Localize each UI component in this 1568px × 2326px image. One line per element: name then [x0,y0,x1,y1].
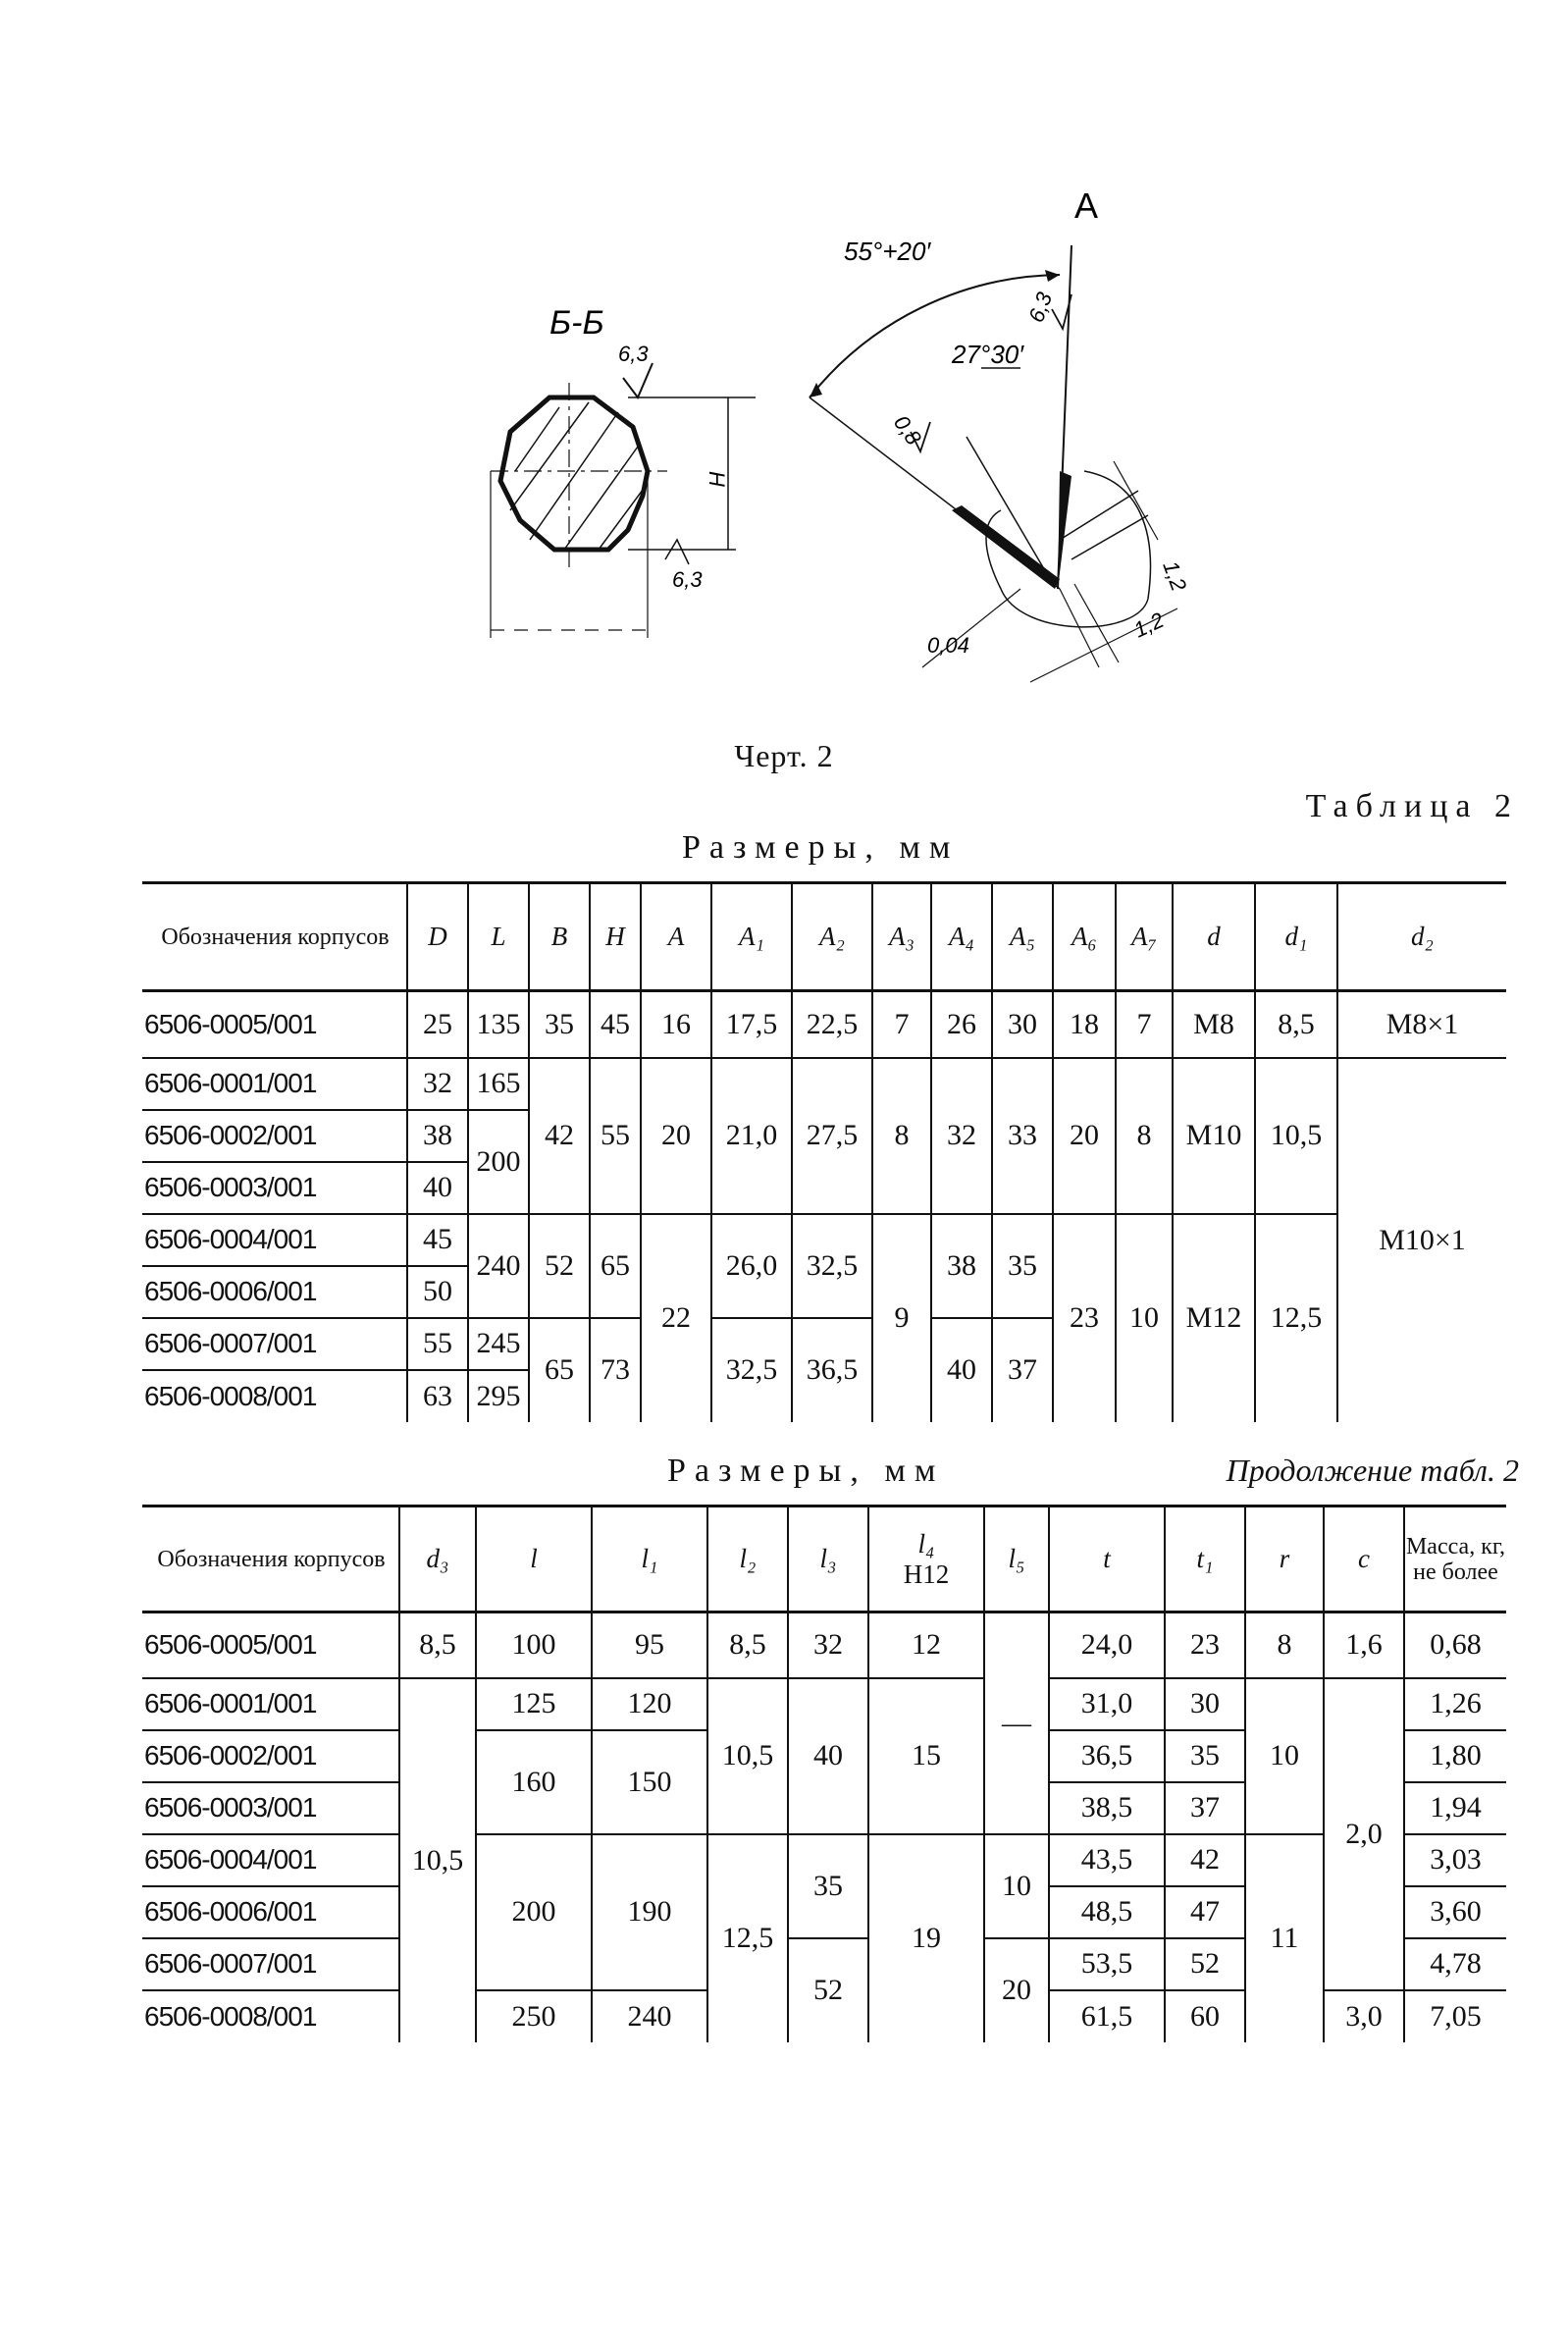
cell-mass: 1,94 [1404,1782,1506,1834]
header-cell: l [476,1507,592,1612]
cell-t: 38,5 [1049,1782,1165,1834]
cell-l1: 240 [592,1990,707,2042]
header-cell: d₃ [399,1507,476,1612]
figure-caption: Черт. 2 [734,738,834,773]
cell-d: M10 [1173,1058,1255,1214]
angle-label: 55°+20′ [844,237,931,266]
cell-D: 45 [407,1214,468,1266]
cell-d: M8 [1173,991,1255,1058]
cell-l4: 15 [868,1678,984,1834]
cell-r: 8 [1245,1612,1324,1678]
cell-H: 65 [590,1214,641,1318]
header-cell: l₂ [707,1507,788,1612]
cell-A6: 20 [1053,1058,1116,1214]
cell-L: 165 [468,1058,529,1110]
section-label: Б-Б [549,304,604,342]
cell-D: 40 [407,1162,468,1214]
cell-A1: 21,0 [711,1058,792,1214]
cell-l: 160 [476,1730,592,1834]
cell-l: 125 [476,1678,592,1730]
cell-c: 1,6 [1324,1612,1404,1678]
table-subtitle: Размеры, мм [682,829,960,866]
cell-A4: 32 [931,1058,992,1214]
cell-t1: 47 [1165,1886,1245,1938]
header-cell: B [529,883,590,991]
cell-D: 38 [407,1110,468,1162]
cell-mass: 1,80 [1404,1730,1506,1782]
cell-mass: 1,26 [1404,1678,1506,1730]
cell-l: 250 [476,1990,592,2042]
row-name: 6506-0001/001 [142,1678,399,1730]
cell-A4: 38 [931,1214,992,1318]
cell-A6: 23 [1053,1214,1116,1422]
cell-l1: 190 [592,1834,707,1990]
cell-d3: 10,5 [399,1678,476,2042]
header-cell: d₁ [1255,883,1337,991]
cell-d1: 10,5 [1255,1058,1337,1214]
cell-mass: 0,68 [1404,1612,1506,1678]
cell-L: 245 [468,1318,529,1370]
angle-label: 27°30′ [952,340,1024,369]
cell-l1: 120 [592,1678,707,1730]
cell-d2: M8×1 [1337,991,1506,1058]
row-name: 6506-0003/001 [142,1162,407,1214]
cell-A6: 18 [1053,991,1116,1058]
roughness-label: 0,8 [888,410,926,449]
cell-A5: 30 [992,991,1053,1058]
cell-A2: 27,5 [792,1058,872,1214]
cell-l2: 8,5 [707,1612,788,1678]
row-name: 6506-0006/001 [142,1266,407,1318]
cell-d1: 12,5 [1255,1214,1337,1422]
cell-t1: 42 [1165,1834,1245,1886]
row-name: 6506-0001/001 [142,1058,407,1110]
cell-A1: 17,5 [711,991,792,1058]
cell-t: 36,5 [1049,1730,1165,1782]
view-a [810,245,1177,682]
row-name: 6506-0005/001 [142,991,407,1058]
cell-t: 31,0 [1049,1678,1165,1730]
row-name: 6506-0008/001 [144,1380,317,1411]
table-title: Таблица 2 [1305,788,1519,824]
cell-A: 20 [641,1058,711,1214]
cell-B: 52 [529,1214,590,1318]
header-cell: l₁ [592,1507,707,1612]
cell-l3: 35 [788,1834,868,1938]
header-cell: Обозначения корпусов [161,924,390,950]
header-cell: Обозначения корпусов [157,1546,386,1572]
header-cell: t [1049,1507,1165,1612]
cell-l1: 150 [592,1730,707,1834]
header-h12: H12 [903,1559,950,1589]
cell-l2: 12,5 [707,1834,788,2042]
cell-D: 55 [407,1318,468,1370]
header-cell: A₂ [792,883,872,991]
row-name: 6506-0007/001 [142,1938,399,1990]
cell-D: 32 [407,1058,468,1110]
cell-t: 24,0 [1049,1612,1165,1678]
cell-mass: 3,03 [1404,1834,1506,1886]
header-cell: l₃ [788,1507,868,1612]
cell-t1: 23 [1165,1612,1245,1678]
header-cell: Масса, кг, не более [1404,1507,1506,1612]
roughness-label: 6,3 [618,342,649,366]
row-name: 6506-0008/001 [144,2000,317,2032]
cell-l5: 20 [984,1938,1049,2042]
cell-A4: 40 [931,1318,992,1422]
cell-l3: 40 [788,1678,868,1834]
cell-l: 200 [476,1834,592,1990]
cell-H: 45 [590,991,641,1058]
header-cell: d₂ [1337,883,1506,991]
cell-l: 100 [476,1612,592,1678]
cell-A: 16 [641,991,711,1058]
row-name: 6506-0007/001 [142,1318,407,1370]
cell-A5: 35 [992,1214,1053,1318]
cell-mass: 3,60 [1404,1886,1506,1938]
cell-t: 53,5 [1049,1938,1165,1990]
header-l4: l₄ [917,1528,935,1559]
cell-B: 35 [529,991,590,1058]
cell-mass: 7,05 [1404,1990,1506,2042]
cell-D: 50 [407,1266,468,1318]
cell-A: 22 [641,1214,711,1422]
dimensions-table-part2 [142,1505,1506,2042]
cell-t1: 30 [1165,1678,1245,1730]
cell-A2: 22,5 [792,991,872,1058]
row-name: 6506-0002/001 [142,1730,399,1782]
cell-l5: 10 [984,1834,1049,1938]
cell-A7: 10 [1116,1214,1173,1422]
section-view [491,363,756,638]
cell-l2: 10,5 [707,1678,788,1834]
cell-A3: 7 [872,991,931,1058]
cell-t1: 52 [1165,1938,1245,1990]
cell-mass: 4,78 [1404,1938,1506,1990]
table-subtitle: Размеры, мм [667,1453,945,1489]
cell-d2: M10×1 [1337,1058,1506,1422]
cell-A5: 37 [992,1318,1053,1422]
header-cell-l4 [868,1507,984,1612]
cell-A7: 8 [1116,1058,1173,1214]
cell-D: 63 [407,1370,468,1422]
row-name: 6506-0005/001 [142,1612,399,1678]
cell-H: 55 [590,1058,641,1214]
cell-H: 73 [590,1318,641,1422]
cell-A3: 8 [872,1058,931,1214]
dimension-label: H [705,471,729,487]
header-cell: r [1245,1507,1324,1612]
cell-A7: 7 [1116,991,1173,1058]
header-cell: A₃ [872,883,931,991]
cell-B: 65 [529,1318,590,1422]
view-label: А [1074,185,1099,226]
cell-t1: 37 [1165,1782,1245,1834]
cell-L: 135 [468,991,529,1058]
header-cell: H [590,883,641,991]
cell-t: 43,5 [1049,1834,1165,1886]
header-cell: L [468,883,529,991]
cell-D: 25 [407,991,468,1058]
cell-A4: 26 [931,991,992,1058]
header-cell: l₅ [984,1507,1049,1612]
cell-L: 240 [468,1214,529,1318]
radius-label: 0,04 [927,633,969,658]
header-cell: A [641,883,711,991]
cell-L: 295 [468,1370,529,1422]
cell-d3: 8,5 [399,1612,476,1678]
dimensions-table-part1 [142,881,1506,1422]
row-name: 6506-0004/001 [142,1214,407,1266]
cell-l3: 32 [788,1612,868,1678]
cell-l4: 12 [868,1612,984,1678]
header-cell: D [407,883,468,991]
cell-A2: 32,5 [792,1214,872,1318]
cell-l5: — [984,1612,1049,1834]
roughness-label: 6,3 [672,567,703,592]
header-cell: t₁ [1165,1507,1245,1612]
cell-A1: 32,5 [711,1318,792,1422]
header-cell: A₆ [1053,883,1116,991]
dimension-label: 1,2 [1129,607,1168,643]
header-cell: d [1173,883,1255,991]
cell-l3: 52 [788,1938,868,2042]
technical-drawing [471,177,1256,726]
cell-B: 42 [529,1058,590,1214]
cell-d1: 8,5 [1255,991,1337,1058]
cell-A2: 36,5 [792,1318,872,1422]
header-cell: A₅ [992,883,1053,991]
cell-r: 10 [1245,1678,1324,1834]
cell-c: 2,0 [1324,1678,1404,1990]
cell-t: 48,5 [1049,1886,1165,1938]
cell-d: M12 [1173,1214,1255,1422]
header-cell: A₇ [1116,883,1173,991]
continuation-note: Продолжение табл. 2 [1226,1453,1519,1488]
cell-l1: 95 [592,1612,707,1678]
cell-r: 11 [1245,1834,1324,2042]
cell-t: 61,5 [1049,1990,1165,2042]
cell-A1: 26,0 [711,1214,792,1318]
cell-L: 200 [468,1110,529,1214]
row-name: 6506-0003/001 [142,1782,399,1834]
row-name: 6506-0002/001 [142,1110,407,1162]
cell-A3: 9 [872,1214,931,1422]
cell-A5: 33 [992,1058,1053,1214]
roughness-label: 6,3 [1023,289,1058,326]
cell-l4: 19 [868,1834,984,2042]
cell-t1: 60 [1165,1990,1245,2042]
cell-t1: 35 [1165,1730,1245,1782]
header-cell: c [1324,1507,1404,1612]
dimension-label: 1,2 [1158,557,1192,595]
cell-c: 3,0 [1324,1990,1404,2042]
row-name: 6506-0004/001 [142,1834,399,1886]
header-cell: A₄ [931,883,992,991]
row-name: 6506-0006/001 [142,1886,399,1938]
header-cell: A₁ [711,883,792,991]
